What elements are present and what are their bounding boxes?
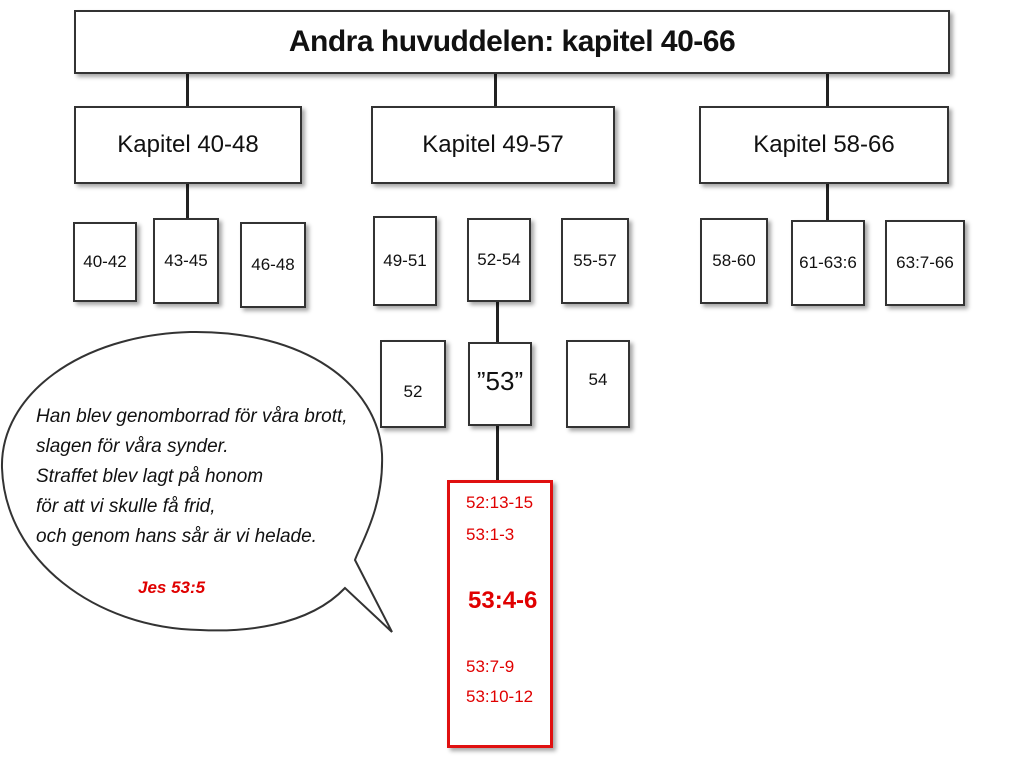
verse-label: 53:10-12 [466,687,534,706]
part-label: 63:7-66 [896,253,954,272]
chapter-label: ”53” [476,366,524,396]
quote-text [36,402,376,552]
verse-box [447,480,553,748]
quote-line: och genom hans sår är vi helade. [36,526,317,547]
chapter-label: 52 [403,382,423,401]
part-label: 43-45 [164,251,208,270]
part-label: 40-42 [83,252,127,271]
quote-line: Straffet blev lagt på honom [36,466,264,487]
verse-label: 52:13-15 [466,493,534,512]
quote-reference: Jes 53:5 [138,578,206,597]
verse-label: 53:7-9 [466,657,515,676]
verse-highlight: 53:4-6 [468,587,538,614]
part-label: 55-57 [573,251,617,270]
part-label: 46-48 [251,255,295,274]
quote-line: slagen för våra synder. [36,436,229,457]
quote-line: för att vi skulle få frid, [36,496,216,517]
part-label: 52-54 [477,250,521,269]
part-label: 49-51 [383,251,427,270]
part-label: 61-63:6 [799,253,857,272]
title-text: Andra huvuddelen: kapitel 40-66 [288,25,736,58]
quote-line: Han blev genomborrad för våra brott, [36,406,348,427]
verse-label: 53:1-3 [466,525,515,544]
part-label: 58-60 [712,251,756,270]
chapter-label: 54 [588,370,608,389]
section-label: Kapitel 58-66 [753,131,895,158]
section-label: Kapitel 49-57 [422,131,564,158]
section-label: Kapitel 40-48 [117,131,259,158]
